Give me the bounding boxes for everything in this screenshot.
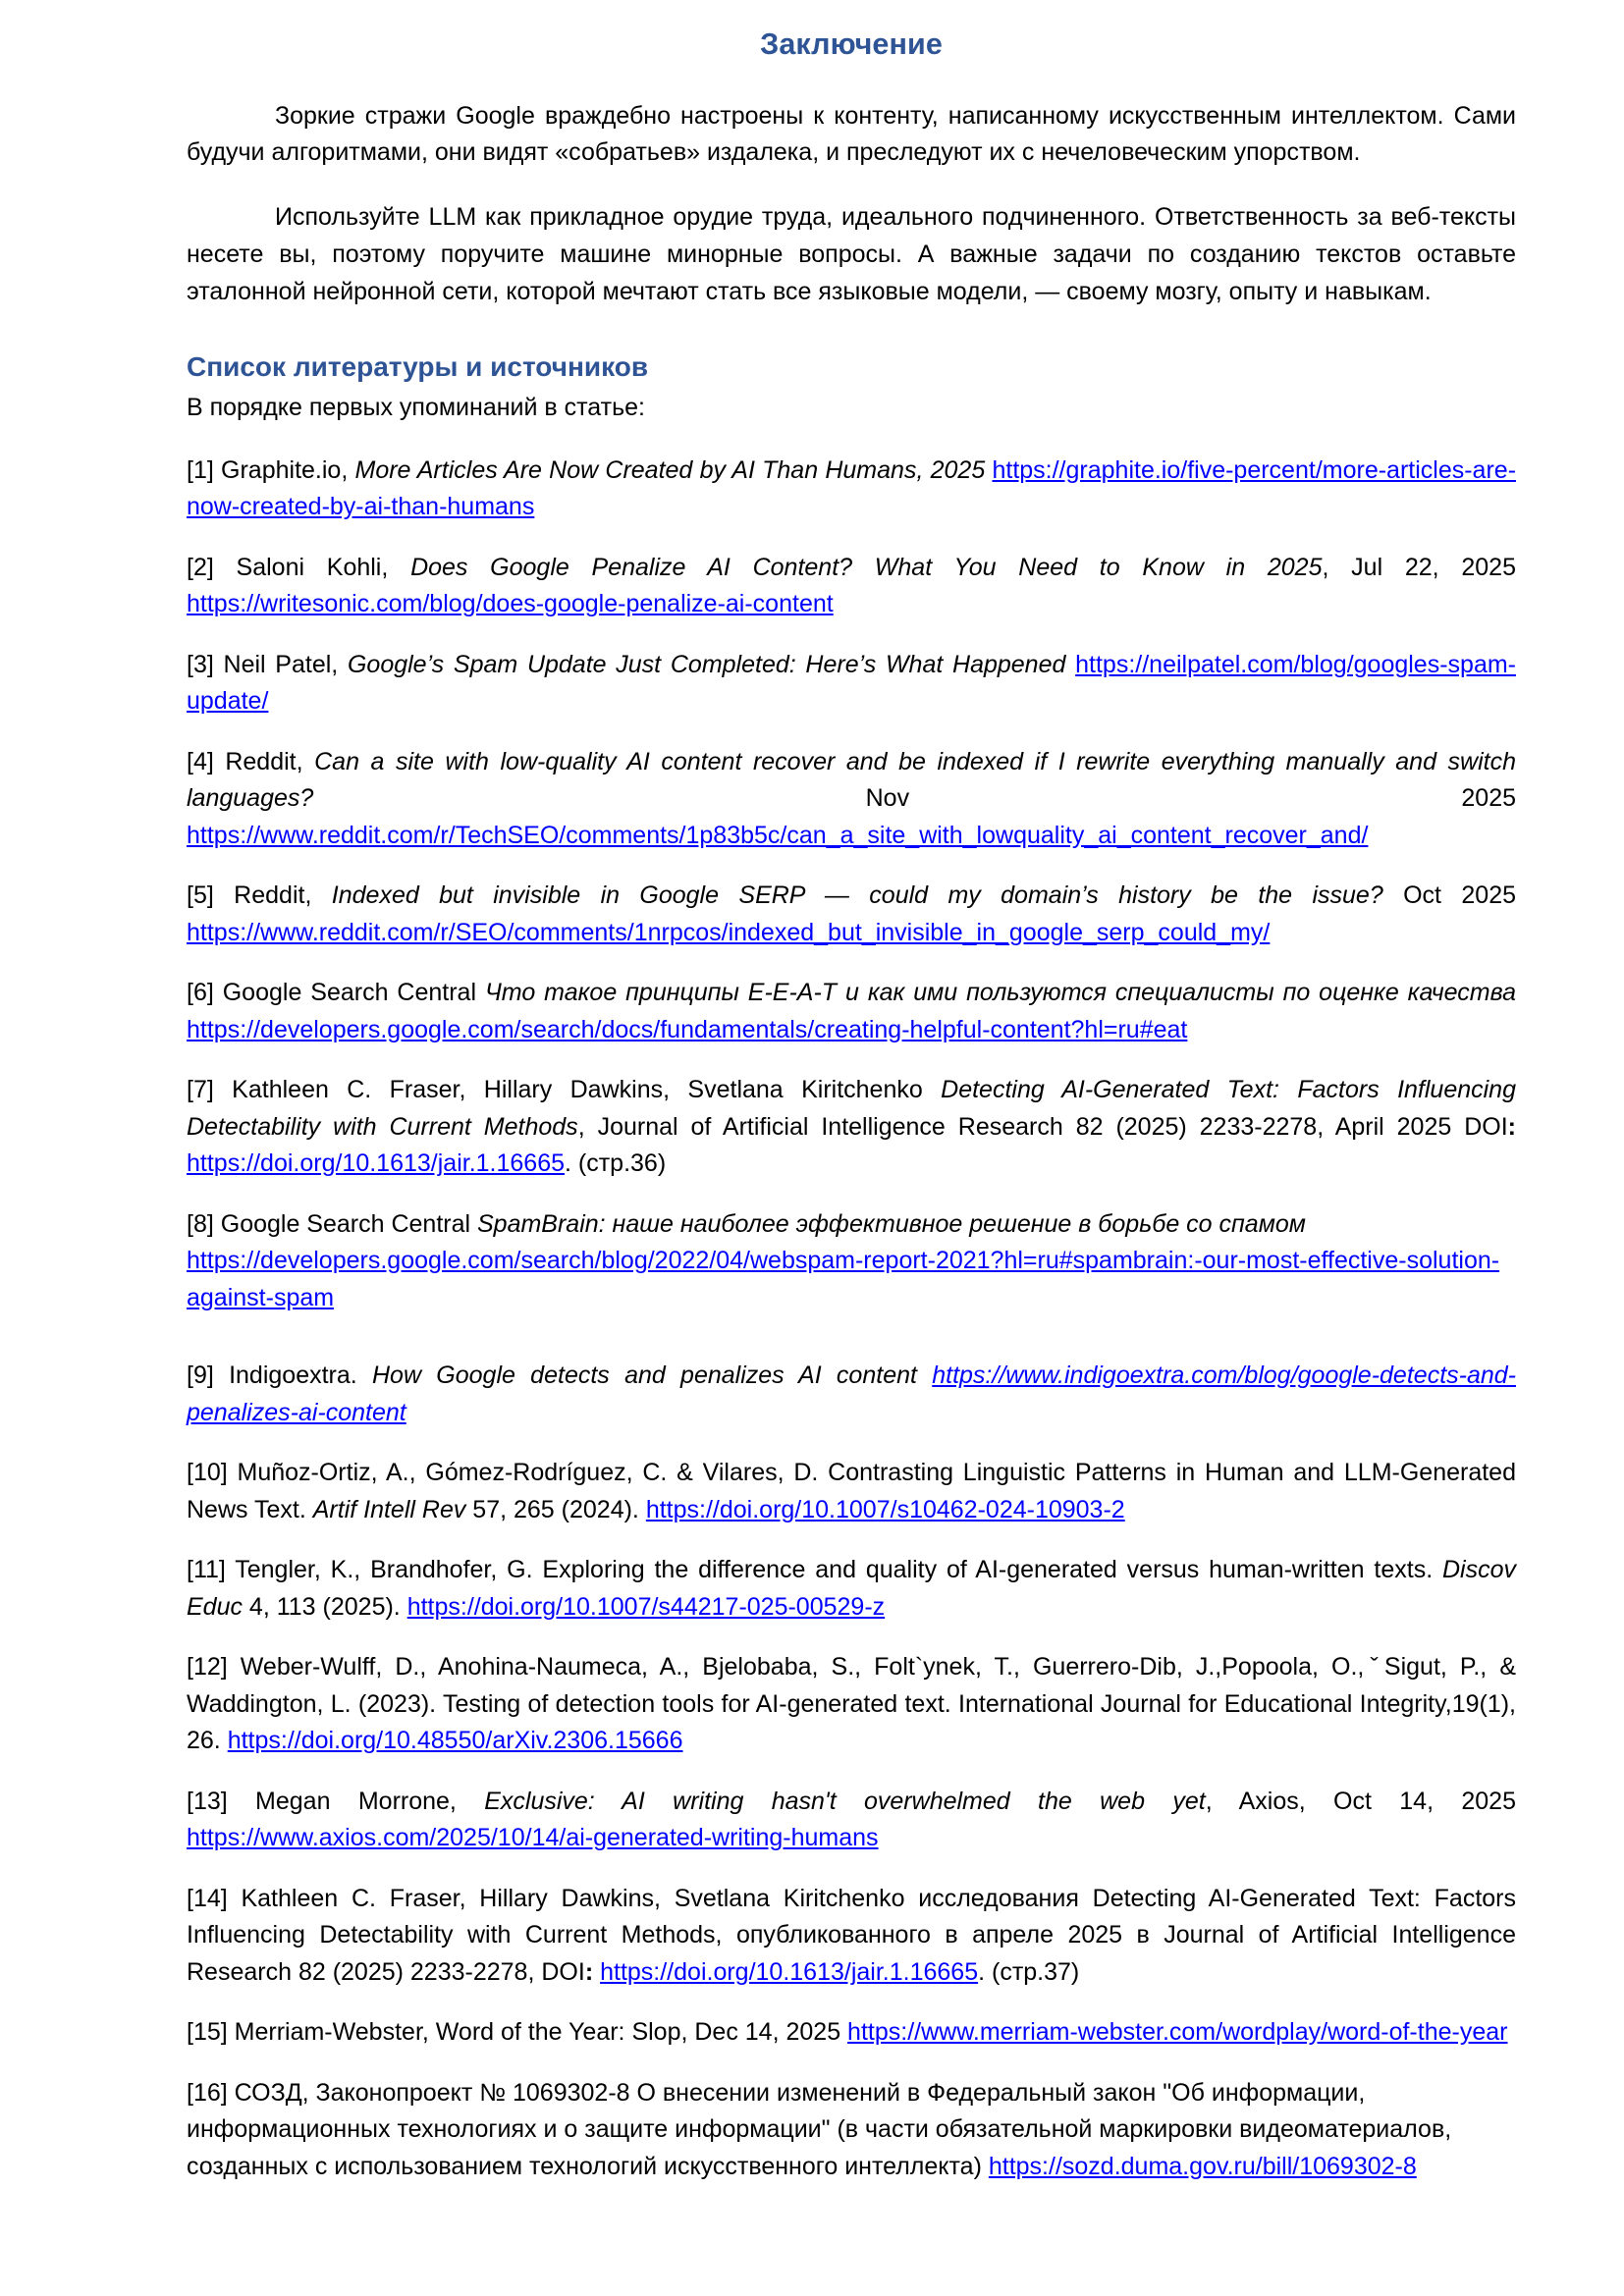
reference-link[interactable]: https://doi.org/10.1613/jair.1.16665	[187, 1149, 566, 1178]
reference-link[interactable]: https://www.axios.com/2025/10/14/ai-generated-writing-humans	[187, 1824, 879, 1852]
reference-author: Weber-Wulff, D., Anohina-Naumeca, A., Bjelobaba, S., Folt`ynek, T., Guerrero-Dib, J.,Popoola, O.,ˇSigut, P., & Waddington, L. (2023). Testing of detection tools for AI-generated text. International Journal for Educational Integrity,19(1), 26.	[187, 1653, 1516, 1755]
reference-author: Kathleen C. Fraser, Hillary Dawkins, Svetlana Kiritchenko исследования Detecting AI-Generated Text: Factors Influencing Detectability with Current Methods, опубликованного в апреле 2025 в Journal of Artificial Intelligence Research 82 (2025) 2233-2278, DOI	[187, 1884, 1516, 1986]
reference-title: Discov Educ	[187, 1556, 1516, 1621]
reference-number: [14]	[187, 1884, 228, 1912]
reference-number: [15]	[187, 2018, 228, 2047]
reference-number: [7]	[187, 1076, 214, 1104]
reference-doi-colon: :	[1507, 1112, 1516, 1141]
reference-link[interactable]: https://doi.org/10.1613/jair.1.16665	[600, 1957, 979, 1986]
reference-title: More Articles Are Now Created by AI Than Humans	[354, 455, 917, 484]
reference-author: Indigoextra.	[213, 1362, 372, 1390]
reference-number: [12]	[187, 1653, 228, 1682]
reference-link[interactable]: https://developers.google.com/search/docs/fundamentals/creating-helpful-content?hl=ru#eat	[187, 1015, 1188, 1043]
reference-title: Exclusive: AI writing hasn't overwhelmed the web yet	[484, 1787, 1206, 1815]
reference-number: [11]	[187, 1556, 226, 1584]
reference-link[interactable]: https://writesonic.com/blog/does-google-penalize-ai-content	[187, 590, 834, 618]
reference-number: [4]	[187, 747, 214, 775]
reference-author: Google Search Central	[213, 979, 485, 1007]
reference-meta	[917, 1362, 932, 1389]
reference-author: СОЗД, Законопроект № 1069302-8 О внесении изменений в Федеральный закон "Об информации, информационных технологиях и о защите информации" (в части обязательной маркировки видеоматериалов, созданных с использованием технологий искусственного интеллекта)	[187, 2078, 1452, 2180]
reference-author: Saloni Kohli,	[213, 553, 411, 581]
reference-number: [8]	[187, 1209, 214, 1238]
references-subtitle: В порядке первых упоминаний в статье:	[187, 393, 645, 421]
reference-meta: , 2025	[916, 455, 993, 484]
page-title: Заключение	[760, 27, 943, 61]
reference-item-14	[187, 1881, 1516, 1992]
conclusion-paragraph-1: Зоркие стражи Google враждебно настроены к контенту, написанному искусственным интеллектом. Сами будучи алгоритмами, они видят «собратьев» издалека, и преследуют их с нечеловеческим упорством.	[187, 101, 1516, 167]
reference-title: Does Google Penalize AI Content? What You Need to Know in 2025	[410, 553, 1323, 581]
conclusion-paragraph-2: Используйте LLM как прикладное орудие труда, идеального подчиненного. Ответственность за веб-тексты несете вы, поэтому поручите машине минорные вопросы. А важные задачи по созданию текстов оставьте эталонной нейронной сети, которой мечтают стать все языковые модели, — своему мозгу, опыту и навыкам.	[187, 203, 1516, 305]
reference-number: [13]	[187, 1787, 228, 1815]
reference-item-11	[187, 1552, 1516, 1626]
reference-meta: , Axios, Oct 14, 2025	[1205, 1787, 1516, 1815]
reference-item-15	[187, 2014, 1516, 2052]
reference-tail: . (стр.37)	[978, 1957, 1080, 1986]
reference-author: Merriam-Webster, Word of the Year: Slop, Dec 14, 2025	[227, 2018, 848, 2047]
reference-item-13	[187, 1784, 1516, 1857]
reference-link[interactable]: https://www.reddit.com/r/TechSEO/comments/1p83b5c/can_a_site_with_lowquality_ai_content_recover_and/	[187, 821, 1369, 849]
reference-meta: 4, 113 (2025).	[242, 1592, 407, 1621]
reference-title: Detecting AI-Generated Text: Factors Influencing Detectability with Current Methods	[187, 1076, 1516, 1141]
reference-title: Can a site with low-quality AI content recover and be indexed if I rewrite everything manually and switch languages?	[187, 747, 1516, 813]
reference-title: Что такое принципы E-E-A-T и как ими пользуются специалисты по оценке качества	[484, 979, 1516, 1007]
reference-number: [16]	[187, 2078, 228, 2107]
reference-meta: Oct 2025	[1382, 881, 1516, 910]
reference-author: Tengler, K., Brandhofer, G. Exploring the difference and quality of AI-generated versus human-written texts.	[225, 1556, 1442, 1584]
reference-author: Kathleen C. Fraser, Hillary Dawkins, Svetlana Kiritchenko	[213, 1076, 942, 1104]
reference-link[interactable]: https://doi.org/10.1007/s10462-024-10903-2	[645, 1495, 1125, 1523]
reference-link[interactable]: https://developers.google.com/search/blog/2022/04/webspam-report-2021?hl=ru#spambrain:-our-most-effective-solution-against-spam	[187, 1247, 1500, 1311]
reference-meta: 57, 265 (2024).	[465, 1495, 646, 1523]
reference-number: [6]	[187, 979, 214, 1007]
reference-item-9	[187, 1358, 1516, 1431]
reference-author: Muñoz-Ortiz, A., Gómez-Rodríguez, C. & Vilares, D. Contrasting Linguistic Patterns in Human and LLM-Generated News Text.	[187, 1459, 1516, 1523]
reference-item-16	[187, 2075, 1516, 2186]
reference-number: [3]	[187, 650, 214, 678]
reference-number: [5]	[187, 881, 214, 910]
reference-number: [2]	[187, 553, 214, 581]
reference-tail: . (стр.36)	[565, 1149, 667, 1178]
reference-item-10	[187, 1455, 1516, 1528]
reference-author: Graphite.io,	[213, 455, 355, 484]
reference-number: [10]	[187, 1459, 228, 1487]
reference-link[interactable]: https://sozd.duma.gov.ru/bill/1069302-8	[988, 2152, 1417, 2180]
reference-item-2	[187, 550, 1516, 623]
reference-number: [1]	[187, 455, 214, 484]
reference-item-12	[187, 1649, 1516, 1760]
reference-link[interactable]: https://www.merriam-webster.com/wordplay/word-of-the-year	[847, 2018, 1508, 2047]
reference-link[interactable]: https://www.reddit.com/r/SEO/comments/1nrpcos/indexed_but_invisible_in_google_serp_could_my/	[187, 918, 1271, 946]
reference-item-6	[187, 975, 1516, 1048]
reference-link[interactable]: https://doi.org/10.1007/s44217-025-00529-z	[406, 1592, 886, 1621]
reference-title: Google’s Spam Update Just Completed: Here’s What Happened	[347, 650, 1066, 678]
reference-item-7	[187, 1072, 1516, 1183]
reference-title: Artif Intell Rev	[312, 1495, 466, 1523]
reference-title: SpamBrain: наше наиболее эффективное решение в борьбе со спамом	[477, 1209, 1306, 1238]
reference-link[interactable]: https://neilpatel.com/blog/googles-spam-update/	[187, 650, 1516, 716]
reference-item-4	[187, 744, 1516, 855]
reference-meta: , Journal of Artificial Intelligence Research 82 (2025) 2233-2278, April 2025 DOI	[577, 1112, 1508, 1141]
reference-number: [9]	[187, 1362, 214, 1390]
reference-link[interactable]: https://doi.org/10.48550/arXiv.2306.15666	[227, 1727, 683, 1755]
reference-meta	[1065, 651, 1075, 678]
reference-author: Neil Patel,	[213, 650, 348, 678]
reference-doi-colon: :	[584, 1957, 601, 1986]
reference-author: Megan Morrone,	[227, 1787, 485, 1815]
reference-item-1	[187, 453, 1516, 526]
reference-author: Reddit,	[213, 747, 315, 775]
reference-item-8	[187, 1206, 1516, 1317]
reference-title: Indexed but invisible in Google SERP — could my domain’s history be the issue?	[331, 881, 1383, 910]
reference-meta: Nov 2025	[313, 784, 1516, 813]
reference-title: How Google detects and penalizes AI content	[372, 1362, 917, 1390]
reference-item-3	[187, 647, 1516, 721]
reference-item-5	[187, 878, 1516, 951]
reference-link[interactable]: https://www.indigoextra.com/blog/google-detects-and-penalizes-ai-content	[187, 1362, 1516, 1426]
reference-author: Google Search Central	[213, 1209, 477, 1238]
reference-author: Reddit,	[213, 881, 332, 910]
references-heading: Список литературы и источников	[187, 351, 649, 383]
reference-link[interactable]: https://graphite.io/five-percent/more-articles-are-now-created-by-ai-than-humans	[187, 455, 1517, 521]
reference-meta: , Jul 22, 2025	[1322, 553, 1516, 581]
